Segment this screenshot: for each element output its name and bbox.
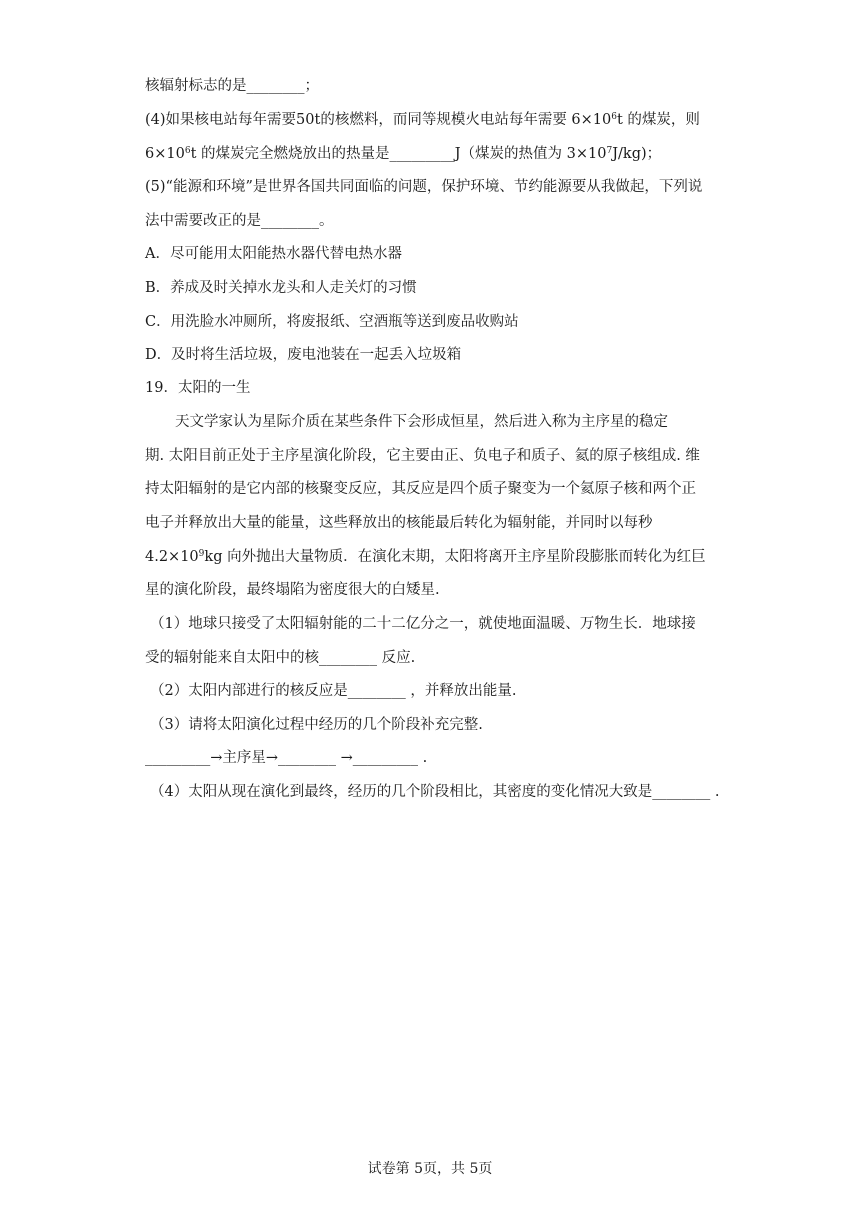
q18-option-d: D．及时将生活垃圾，废电池装在一起丢入垃圾箱 <box>145 347 462 363</box>
q19-sub3-chain: _________→主序星→________ →_________ . <box>145 750 428 766</box>
q18-part5-line1: (5)“能源和环境”是世界各国共同面临的问题，保护环境、节约能源要从我做起，下列说 <box>145 179 703 195</box>
q18-option-b: B．养成及时关掉水龙头和人走关灯的习惯 <box>145 280 417 296</box>
q19-paragraph-line3: 持太阳辐射的是它内部的核聚变反应，其反应是四个质子聚变为一个氦原子核和两个正 <box>145 481 696 497</box>
q19-heading: 19．太阳的一生 <box>145 380 251 396</box>
q19-paragraph-line1: 天文学家认为星际介质在某些条件下会形成恒星，然后进入称为主序星的稳定 <box>175 414 668 430</box>
q19-sub2: （2）太阳内部进行的核反应是________ ，并释放出能量. <box>150 683 517 699</box>
q18-part5-line2: 法中需要改正的是________。 <box>145 213 334 229</box>
q19-sub1-line2: 受的辐射能来自太阳中的核________ 反应. <box>145 650 416 666</box>
q18-option-a: A．尽可能用太阳能热水器代替电热水器 <box>145 246 402 262</box>
page-footer: 试卷第 5页，共 5页 <box>367 1161 493 1177</box>
q19-sub3: （3）请将太阳演化过程中经历的几个阶段补充完整. <box>150 717 483 733</box>
q19-sub4: （4）太阳从现在演化到最终，经历的几个阶段相比，其密度的变化情况大致是________ . <box>150 784 720 800</box>
q18-nuclear-mark-line: 核辐射标志的是________； <box>145 78 319 94</box>
q19-paragraph-line5: $4.2\times 10^9kg$ 向外抛出大量物质．在演化末期，太阳将离开主序星阶段膨胀而转化为红巨 <box>145 549 706 565</box>
q18-part4-line1: (4)如果核电站每年需要50t的核燃料，而同等规模火电站每年需要 $6\times 10^6t$ 的煤炭，则 <box>145 112 700 128</box>
q19-sub1-line1: （1）地球只接受了太阳辐射能的二十二亿分之一，就使地面温暖、万物生长．地球接 <box>150 616 696 632</box>
q18-option-c: C．用洗脸水冲厕所，将废报纸、空酒瓶等送到废品收购站 <box>145 314 519 330</box>
q19-paragraph-line4: 电子并释放出大量的能量，这些释放出的核能最后转化为辐射能，并同时以每秒 <box>145 515 653 531</box>
q19-paragraph-line2: 期. 太阳目前正处于主序星演化阶段，它主要由正、负电子和质子、氦的原子核组成. 维 <box>145 448 700 464</box>
q18-part4-line2: $6\times 10^6t$ 的煤炭完全燃烧放出的热量是_________J（煤炭的热值为 $3\times 10^7J/kg$)； <box>145 146 662 162</box>
q19-paragraph-line6: 星的演化阶段，最终塌陷为密度很大的白矮星. <box>145 582 440 598</box>
